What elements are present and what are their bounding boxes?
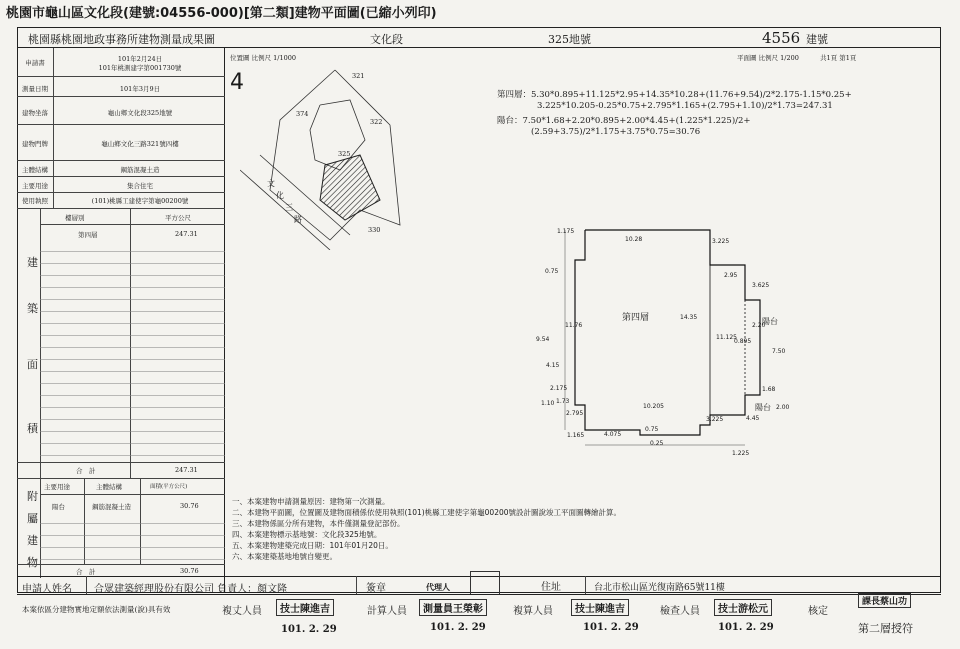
formula-balcony: [497, 116, 751, 138]
formula-balcony-label: 陽台：: [497, 116, 523, 126]
approve-stamp: 課長蔡山功: [858, 593, 911, 608]
page-count: 共1頁 第1頁: [820, 54, 857, 62]
license-label: 使用執照: [22, 197, 48, 205]
page-title: 桃園市龜山區文化段(建號:04556-000)[第二類]建物平面圖(已縮小列印): [6, 6, 437, 21]
apply-label: 申請書: [25, 59, 45, 67]
drafter-stamp: 技士陳進吉: [276, 599, 334, 616]
address-label: 住址: [541, 582, 561, 593]
agent-seal-icon: [470, 571, 500, 595]
area-total-label: 合 計: [76, 467, 96, 475]
formula-balcony-line1: 7.50*1.68+2.20*0.895+2.00*4.45+(1.225*1.225)/2+: [522, 116, 751, 126]
attach-area: 30.76: [180, 502, 199, 510]
dim-2: 10.28: [625, 236, 643, 243]
dim-22: 2.00: [776, 404, 790, 411]
date-calc: 101. 2. 29: [430, 622, 486, 633]
section-name: 文化段: [370, 33, 403, 46]
applicant-label: 申請人姓名: [22, 584, 72, 595]
dim-21: 3.225: [706, 416, 724, 423]
address: 台北市松山區光復南路65號11樓: [594, 583, 725, 593]
lot-374: 374: [296, 110, 309, 118]
building-suffix: 建號: [806, 33, 828, 46]
note-1: 一、本案建物申請測量原因：建物第一次測量。: [232, 497, 390, 506]
recheck-stamp: 技士陳進吉: [571, 599, 629, 616]
formula-4f-line1: 5.30*0.895+11.125*2.95+14.35*10.28+(11.76+9.54)/2*2.175-1.15*0.25+: [531, 90, 852, 100]
north-arrow-icon: 4: [230, 70, 244, 95]
dim-10: 9.54: [536, 336, 550, 343]
dim-8: 0.895: [734, 338, 752, 345]
survey-date: 101年3月9日: [119, 85, 161, 93]
dim-7: 7.50: [772, 348, 786, 355]
formula-4f-label: 第四層：: [497, 90, 532, 100]
dim-25: 4.075: [604, 431, 622, 438]
dim-1: 1.175: [557, 228, 575, 235]
plan-scale: 平面圖 比例尺 1/200: [737, 54, 799, 62]
dim-4: 2.95: [724, 272, 738, 279]
road-char-1: 文: [267, 179, 275, 188]
dim-12: 14.35: [680, 314, 698, 321]
plan-room-label: 第四層: [622, 313, 650, 323]
locmap-scale: 位置圖 比例尺 1/1000: [230, 54, 296, 62]
area-floor-value: 247.31: [175, 230, 198, 238]
attach-col-struct: 主體結構: [96, 483, 122, 491]
dim-5: 3.625: [752, 282, 770, 289]
drafter-label: 複丈人員: [222, 606, 262, 617]
attach-side-2: 屬: [27, 512, 38, 525]
dim-16: 0.75: [545, 268, 559, 275]
use-label: 主要用途: [22, 182, 48, 190]
attach-side-3: 建: [27, 534, 38, 547]
note-4: 四、本案建物標示基地號：文化段325地號。: [232, 530, 382, 539]
note-2: 二、本建物平面圖，位置圖及建物面積係依使用執照(101)桃縣工建使字第龜00200號設計圖說竣工平面圖轉繪計算。: [232, 508, 622, 517]
plan-balcony-1: 陽台: [762, 317, 778, 326]
lot-330: 330: [368, 226, 381, 234]
dim-17: 1.10: [541, 400, 555, 407]
apply-number: 101年桃測建字第001730號: [98, 64, 182, 72]
plan-balcony-2: 陽台: [755, 403, 771, 412]
attach-total: 30.76: [180, 567, 199, 575]
road-char-3: 三: [285, 203, 293, 212]
area-side-3: 面: [27, 358, 38, 371]
inspect-stamp: 技士游松元: [714, 599, 772, 616]
dim-27: 0.25: [650, 440, 664, 447]
lot-322: 322: [370, 118, 383, 126]
structure-label: 主體結構: [22, 166, 48, 174]
license: (101)桃縣工建使字第龜00200號: [91, 197, 189, 205]
location-label: 建物坐落: [22, 109, 48, 117]
floor-plan: [530, 220, 800, 460]
approve-label: 核定: [808, 606, 828, 617]
note-6: 六、本案建築基地地號自變更。: [232, 552, 337, 561]
attach-side-1: 附: [27, 490, 38, 503]
recheck-label: 複算人員: [513, 606, 553, 617]
inspect-label: 檢查人員: [660, 606, 700, 617]
area-floor: 第四層: [78, 231, 98, 239]
dim-19: 2.795: [566, 410, 584, 417]
road-char-2: 化: [276, 191, 284, 200]
location: 龜山鄉文化段325地號: [107, 109, 173, 117]
area-side-4: 積: [27, 422, 38, 435]
dim-14: 4.15: [546, 362, 560, 369]
road-char-4: 路: [294, 215, 302, 224]
area-side-1: 建: [27, 256, 38, 269]
calc-label: 計算人員: [367, 606, 407, 617]
dim-26: 0.75: [645, 426, 659, 433]
dim-15: 2.175: [550, 385, 568, 392]
structure: 鋼筋混凝土造: [120, 166, 160, 174]
dim-3: 3.225: [712, 238, 730, 245]
area-col-floor: 樓層別: [65, 214, 85, 222]
area-side-2: 築: [27, 302, 38, 315]
use: 集合住宅: [127, 182, 153, 190]
disclaimer: 本案依區分建物實地定額依法測量(說)具有效: [22, 605, 171, 614]
doorplate: 龜山鄉文化三路321號四樓: [101, 140, 179, 148]
location-map: [240, 60, 430, 250]
formula-4f: [497, 90, 852, 112]
apply-date: 101年2月24日: [117, 55, 163, 63]
formula-balcony-line2: (2.59+3.75)/2*1.175+3.75*0.75=30.76: [531, 127, 701, 137]
dim-28: 1.225: [732, 450, 750, 457]
office-title: 桃園縣桃園地政事務所建物測量成果圖: [28, 33, 215, 46]
lot-325: 325: [338, 150, 351, 158]
lot-321: 321: [352, 72, 365, 80]
attach-side-4: 物: [27, 556, 38, 569]
attach-total-label: 合 計: [76, 568, 96, 576]
date-inspect: 101. 2. 29: [718, 622, 774, 633]
dim-24: 1.165: [567, 432, 585, 439]
lot-number: 325地號: [548, 33, 591, 46]
survey-date-label: 測量日期: [22, 85, 48, 93]
applicant: 合眾建築經理股份有限公司 負責人：顏文隆: [94, 584, 288, 595]
dim-13: 11.125: [716, 334, 737, 341]
calc-stamp: 測量員王榮彰: [419, 599, 487, 616]
dim-9: 1.68: [762, 386, 776, 393]
doorplate-label: 建物門牌: [22, 140, 48, 148]
dim-23: 4.45: [746, 415, 760, 422]
attach-struct: 鋼筋混凝土造: [92, 503, 131, 511]
dim-20: 10.205: [643, 403, 664, 410]
building-number: 4556: [762, 29, 801, 47]
attach-col-use: 主要用途: [44, 483, 70, 491]
attach-use: 陽台: [52, 503, 65, 511]
seal-label: 簽章: [366, 583, 386, 594]
dim-6: 2.20: [752, 322, 766, 329]
dim-18: 1.73: [556, 398, 570, 405]
signature: 第二層授符: [858, 622, 913, 635]
dim-11: 11.76: [565, 322, 583, 329]
area-col-area: 平方公尺: [165, 214, 191, 222]
agent-label: 代理人: [426, 582, 450, 592]
formula-4f-line2: 3.225*10.205-0.25*0.75+2.795*1.165+(2.795+1.10)/2*1.73=247.31: [537, 101, 833, 111]
area-total: 247.31: [175, 466, 198, 474]
attach-col-area: 面積(平方公尺): [150, 484, 188, 490]
date-recheck: 101. 2. 29: [583, 622, 639, 633]
note-5: 五、本案建物建築完成日期：101年01月20日。: [232, 541, 393, 550]
note-3: 三、本建物係區分所有建物，本件僅測量登記部份。: [232, 519, 405, 528]
date-drafter: 101. 2. 29: [281, 624, 337, 635]
